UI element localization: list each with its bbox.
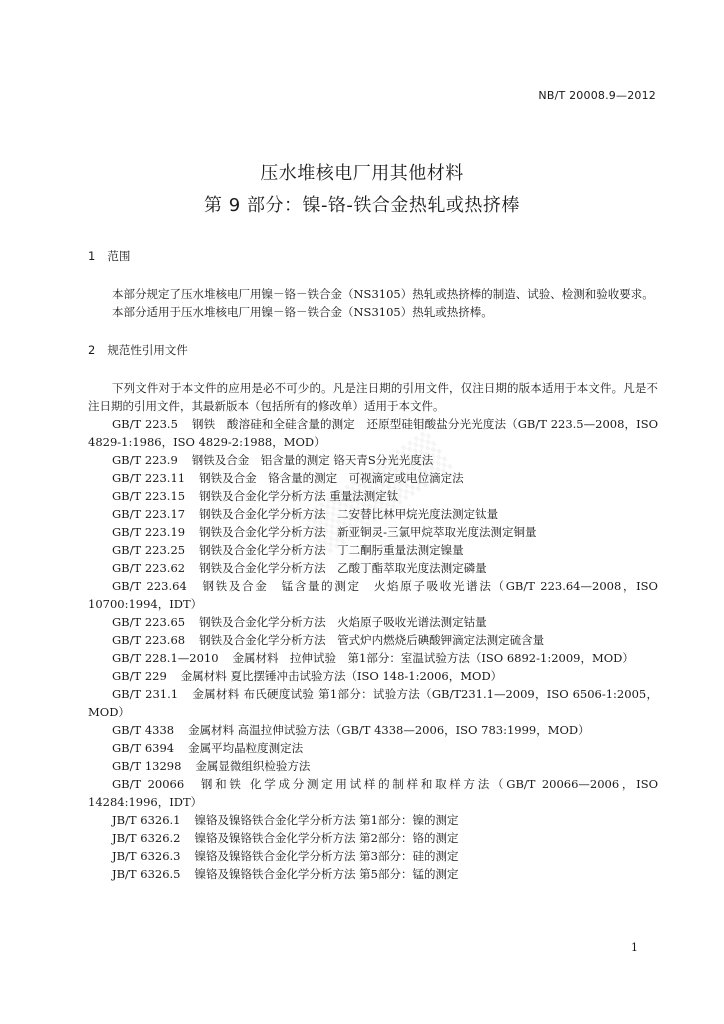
reference-code: GB/T 229 <box>112 669 167 683</box>
reference-code: GB/T 228.1—2010 <box>112 651 219 665</box>
section-2-title: 规范性引用文件 <box>107 343 188 357</box>
reference-title: 金属平均晶粒度测定法 <box>188 741 304 755</box>
reference-code: GB/T 20066 <box>112 777 185 791</box>
section-2-number: 2 <box>88 343 96 357</box>
reference-code: GB/T 223.68 <box>112 633 186 647</box>
reference-code: GB/T 231.1 <box>112 687 179 701</box>
reference-item <box>88 469 658 487</box>
reference-code: JB/T 6326.2 <box>112 831 181 845</box>
reference-item <box>88 559 658 577</box>
reference-code: GB/T 223.19 <box>112 525 186 539</box>
reference-item <box>88 865 658 883</box>
reference-code: GB/T 223.25 <box>112 543 186 557</box>
document-body <box>88 247 658 883</box>
reference-item <box>88 487 658 505</box>
reference-item <box>88 775 658 811</box>
reference-code: GB/T 223.62 <box>112 561 186 575</box>
reference-title: 钢铁及合金化学分析方法 火焰原子吸收光谱法测定钴量 <box>199 615 487 629</box>
reference-item <box>88 829 658 847</box>
reference-code: GB/T 13298 <box>112 759 182 773</box>
reference-title: 钢铁及合金化学分析方法 二安替比林甲烷光度法测定钛量 <box>199 507 499 521</box>
reference-code: GB/T 4338 <box>112 723 175 737</box>
reference-list <box>88 415 658 883</box>
section-1-paragraph-2: 本部分适用于压水堆核电厂用镍－铬－铁合金（NS3105）热轧或热挤棒。 <box>112 305 493 319</box>
reference-title: 钢铁及合金 铬含量的测定 可视滴定或电位滴定法 <box>199 471 464 485</box>
reference-title: 金属材料 布氏硬度试验 第1部分：试验方法（GB/T231.1—2009，ISO 6506-1:2005，MOD） <box>88 687 658 719</box>
reference-title: 钢铁及合金化学分析方法 乙酸丁酯萃取光度法测定磷量 <box>199 561 487 575</box>
reference-title: 钢铁及合金 铝含量的测定 铬天青S分光光度法 <box>191 453 434 467</box>
reference-item <box>88 685 658 721</box>
reference-code: JB/T 6326.3 <box>112 849 181 863</box>
standard-number: NB/T 20008.9—2012 <box>538 89 656 102</box>
reference-title: 镍铬及镍铬铁合金化学分析方法 第5部分：锰的测定 <box>194 867 459 881</box>
reference-code: JB/T 6326.5 <box>112 867 181 881</box>
reference-item <box>88 649 658 667</box>
reference-item <box>88 721 658 739</box>
reference-item <box>88 847 658 865</box>
reference-item <box>88 631 658 649</box>
reference-title: 钢铁 酸溶硅和全硅含量的测定 还原型硅钼酸盐分光光度法（GB/T 223.5—2008，ISO 4829-1:1986，ISO 4829-2:1988，MOD） <box>88 417 659 449</box>
reference-item <box>88 415 658 451</box>
reference-item <box>88 451 658 469</box>
reference-item <box>88 667 658 685</box>
reference-code: GB/T 223.5 <box>112 417 178 431</box>
reference-title: 钢铁及合金 锰含量的测定 火焰原子吸收光谱法（GB/T 223.64—2008，ISO 10700:1994，IDT） <box>88 579 658 611</box>
reference-item <box>88 505 658 523</box>
reference-title: 金属显微组织检验方法 <box>195 759 311 773</box>
reference-item <box>88 541 658 559</box>
reference-title: 金属材料 高温拉伸试验方法（GB/T 4338—2006，ISO 783:1999，MOD） <box>188 723 590 737</box>
reference-title: 钢铁及合金化学分析方法 重量法测定钛 <box>199 489 399 503</box>
title-line-2: 第 9 部分：镍-铬-铁合金热轧或热挤棒 <box>204 195 520 216</box>
section-1-heading <box>88 247 658 265</box>
reference-title: 钢和铁 化学成分测定用试样的制样和取样方法（GB/T 20066—2006，ISO 14284:1996，IDT） <box>88 777 659 809</box>
reference-item <box>88 811 658 829</box>
reference-code: GB/T 223.65 <box>112 615 186 629</box>
reference-item <box>88 523 658 541</box>
reference-title: 镍铬及镍铬铁合金化学分析方法 第1部分：镍的测定 <box>194 813 459 827</box>
reference-title: 钢铁及合金化学分析方法 新亚铜灵-三氯甲烷萃取光度法测定铜量 <box>199 525 537 539</box>
reference-title: 镍铬及镍铬铁合金化学分析方法 第3部分：硅的测定 <box>194 849 459 863</box>
reference-title: 钢铁及合金化学分析方法 管式炉内燃烧后碘酸钾滴定法测定硫含量 <box>199 633 545 647</box>
reference-item <box>88 577 658 613</box>
section-1-title: 范围 <box>107 249 131 263</box>
document-title <box>0 160 724 224</box>
section-2-intro: 下列文件对于本文件的应用是必不可少的。凡是注日期的引用文件，仅注日期的版本适用于本文件。凡是不注日期的引用文件，其最新版本（包括所有的修改单）适用于本文件。 <box>88 381 658 413</box>
reference-item <box>88 739 658 757</box>
reference-code: JB/T 6326.1 <box>112 813 181 827</box>
reference-title: 金属材料 夏比摆锤冲击试验方法（ISO 148-1:2006，MOD） <box>180 669 503 683</box>
section-1-number: 1 <box>88 249 96 263</box>
page-number: 1 <box>631 941 638 954</box>
reference-code: GB/T 223.11 <box>112 471 186 485</box>
reference-code: GB/T 223.9 <box>112 453 178 467</box>
reference-item <box>88 757 658 775</box>
title-line-1: 压水堆核电厂用其他材料 <box>260 163 464 184</box>
reference-title: 镍铬及镍铬铁合金化学分析方法 第2部分：铬的测定 <box>194 831 459 845</box>
reference-title: 钢铁及合金化学分析方法 丁二酮肟重量法测定镍量 <box>199 543 464 557</box>
reference-code: GB/T 223.64 <box>112 579 187 593</box>
reference-code: GB/T 223.17 <box>112 507 186 521</box>
reference-code: GB/T 6394 <box>112 741 175 755</box>
reference-title: 金属材料 拉伸试验 第1部分：室温试验方法（ISO 6892-1:2009，MOD） <box>232 651 634 665</box>
reference-item <box>88 613 658 631</box>
section-1-paragraph-1: 本部分规定了压水堆核电厂用镍－铬－铁合金（NS3105）热轧或热挤棒的制造、试验、检测和验收要求。 <box>112 287 654 301</box>
reference-code: GB/T 223.15 <box>112 489 186 503</box>
section-2-heading <box>88 341 658 359</box>
